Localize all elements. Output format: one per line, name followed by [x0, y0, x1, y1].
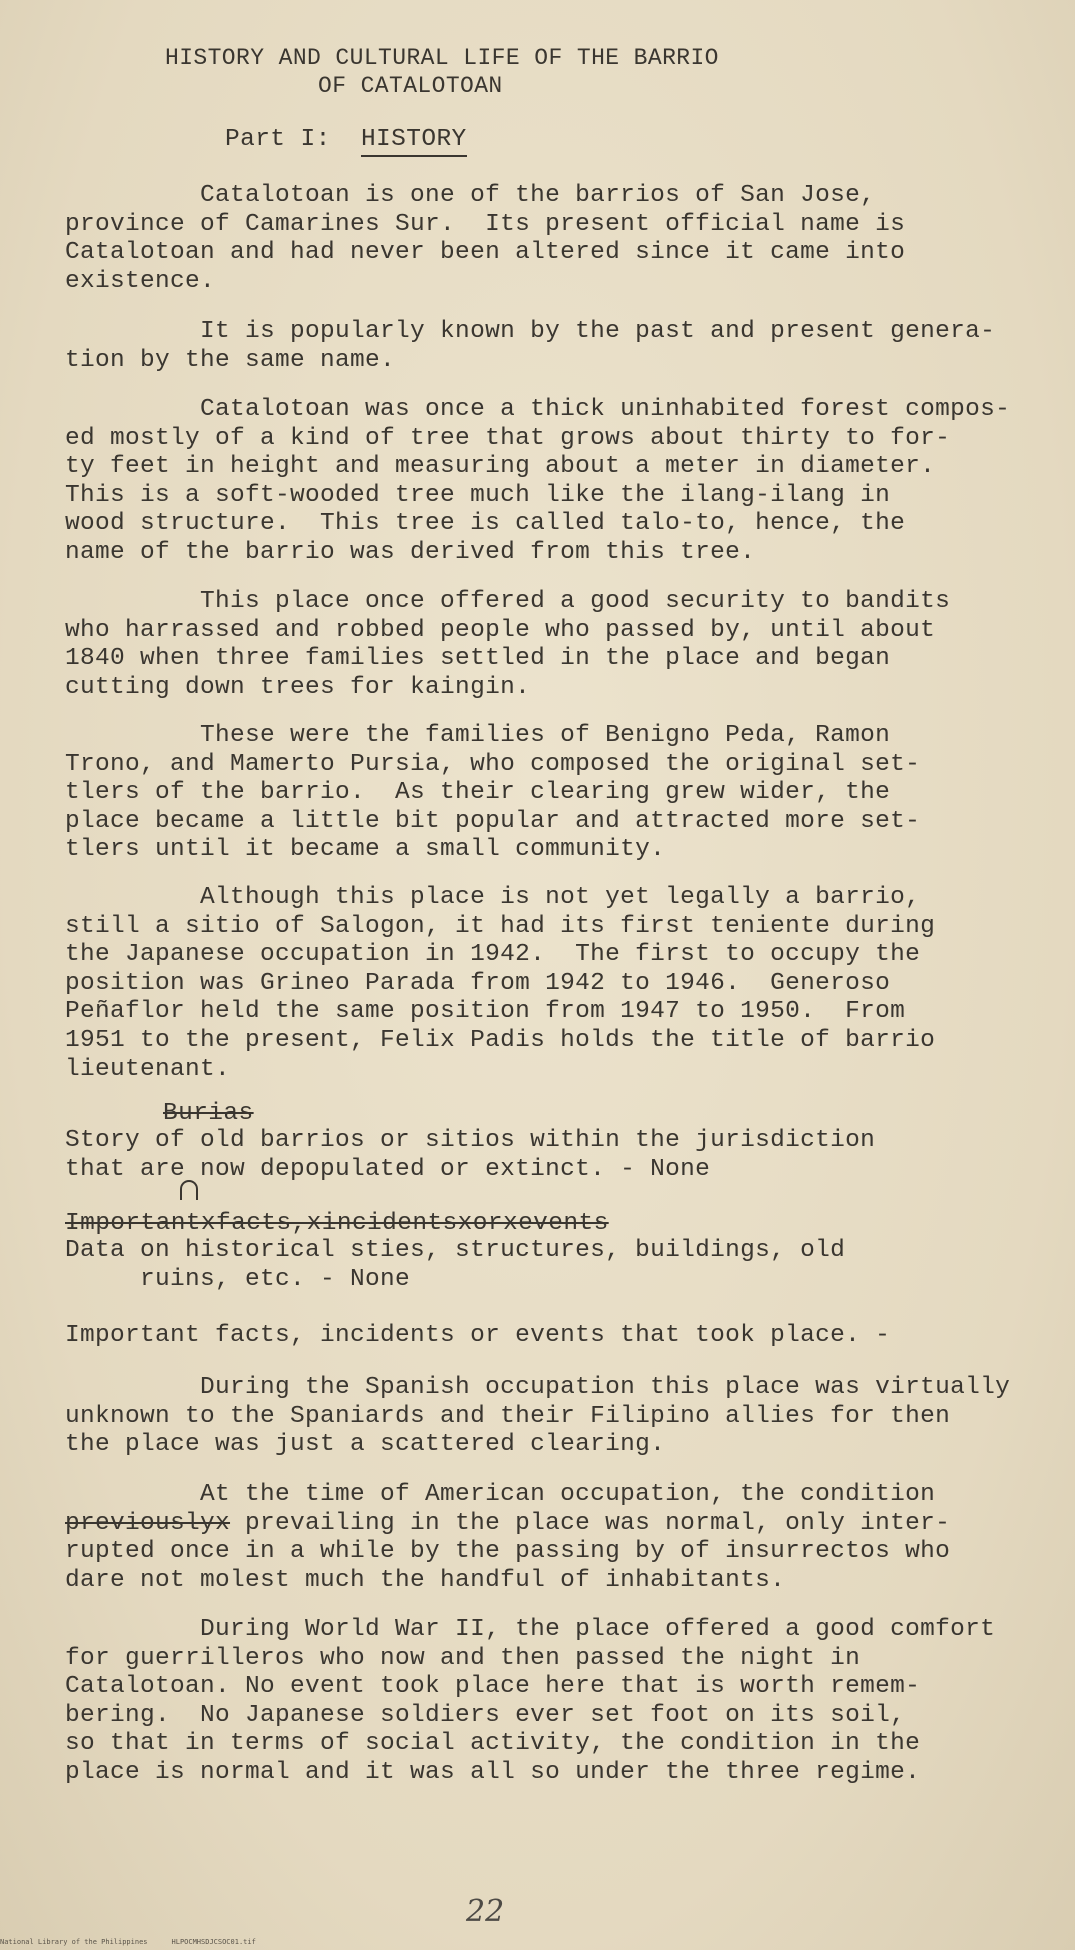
text-line: Catalotoan is one of the barrios of San Jose, [65, 182, 876, 209]
text-line: ed mostly of a kind of tree that grows about thirty to for- [65, 424, 951, 452]
insertion-caret-mark [180, 1180, 198, 1200]
part-heading [225, 126, 467, 154]
text-line: that are now depopulated or extinct. - None [65, 1155, 711, 1183]
text-line: Peñaflor held the same position from 1947 to 1950. From [65, 998, 906, 1026]
text-line: Story of old barrios or sitios within the jurisdiction [65, 1127, 876, 1154]
text-line: ruins, etc. - None [65, 1265, 411, 1293]
struck-heading-burias: Burias [163, 1100, 254, 1127]
paragraph-american [65, 1481, 1045, 1595]
text-line: for guerrilleros who now and then passed the night in [65, 1644, 861, 1672]
text-line: the place was just a scattered clearing. [65, 1431, 666, 1459]
text-line: Catalotoan. No event took place here that is worth remem- [65, 1673, 921, 1701]
text-line [65, 1510, 1045, 1539]
text-line: place is normal and it was all so under the three regime. [65, 1758, 921, 1786]
paragraph-6 [65, 884, 1045, 1084]
text-line: existence. [65, 267, 216, 295]
text-line: Important facts, incidents or events that took place. - [65, 1322, 891, 1349]
text-line: unknown to the Spaniards and their Filipino allies for then [65, 1402, 951, 1430]
text-line: name of the barrio was derived from this tree. [65, 538, 756, 566]
text-line: dare not molest much the handful of inhabitants. [65, 1566, 786, 1594]
part-prefix: Part I: [225, 126, 331, 153]
text-line: During the Spanish occupation this place was virtually [65, 1374, 1011, 1401]
struck-heading-important-facts: Importantxfacts,xincidentsxorxevents [65, 1210, 609, 1237]
important-facts-heading [65, 1322, 1045, 1351]
text-line: Catalotoan and had never been altered since it came into [65, 239, 906, 267]
paragraph-3 [65, 396, 1045, 568]
text-line: tlers of the barrio. As their clearing grew wider, the [65, 779, 891, 807]
text-line: still a sitio of Salogon, it had its first teniente during [65, 912, 936, 940]
struck-word: previouslyx [65, 1509, 231, 1537]
text-line: These were the families of Benigno Peda, Ramon [65, 722, 891, 749]
text-line: who harrassed and robbed people who passed by, until about [65, 616, 936, 644]
text-line: Although this place is not yet legally a barrio, [65, 884, 921, 911]
text-line: rupted once in a while by the passing by of insurrectos who [65, 1538, 951, 1566]
handwritten-page-number: 22 [466, 1894, 505, 1929]
text-line: Data on historical sties, structures, buildings, old [65, 1237, 846, 1264]
line-rest: prevailing in the place was normal, only inter- [230, 1509, 951, 1537]
part-name: HISTORY [361, 126, 467, 157]
text-line: Trono, and Mamerto Pursia, who composed the original set- [65, 750, 921, 778]
story-section [65, 1127, 1045, 1184]
text-line: the Japanese occupation in 1942. The first to occupy the [65, 941, 921, 969]
paragraph-spanish [65, 1374, 1045, 1460]
text-line: tion by the same name. [65, 346, 396, 374]
text-line: cutting down trees for kaingin. [65, 673, 531, 701]
text-line: place became a little bit popular and attracted more set- [65, 807, 921, 835]
text-line: tlers until it became a small community. [65, 836, 666, 864]
paragraph-4 [65, 588, 1045, 702]
text-line: At the time of American occupation, the condition [65, 1481, 936, 1508]
text-line: lieutenant. [65, 1055, 231, 1083]
paragraph-2 [65, 318, 1045, 375]
title-line-2: OF CATALOTOAN [318, 73, 503, 99]
text-line: This place once offered a good security to bandits [65, 588, 951, 615]
text-line: ty feet in height and measuring about a meter in diameter. [65, 453, 936, 481]
text-line: province of Camarines Sur. Its present official name is [65, 210, 906, 238]
data-section [65, 1237, 1045, 1294]
paragraph-5 [65, 722, 1045, 865]
paragraph-1 [65, 182, 1045, 296]
scan-footer [0, 1938, 280, 1946]
text-line: bering. No Japanese soldiers ever set foot on its soil, [65, 1701, 906, 1729]
footer-filename: HLPOCMHSDJCSOC01.tif [171, 1938, 256, 1946]
footer-library: National Library of the Philippines [0, 1938, 148, 1946]
text-line: 1951 to the present, Felix Padis holds the title of barrio [65, 1026, 936, 1054]
text-line: It is popularly known by the past and present genera- [65, 318, 996, 345]
text-line: Catalotoan was once a thick uninhabited forest compos- [65, 396, 1011, 423]
paragraph-ww2 [65, 1616, 1045, 1788]
text-line: so that in terms of social activity, the condition in the [65, 1730, 921, 1758]
text-line: position was Grineo Parada from 1942 to 1946. Generoso [65, 969, 891, 997]
text-line: During World War II, the place offered a good comfort [65, 1616, 996, 1643]
text-line: This is a soft-wooded tree much like the ilang-ilang in [65, 481, 891, 509]
title-line-1: HISTORY AND CULTURAL LIFE OF THE BARRIO [165, 45, 719, 71]
text-line: 1840 when three families settled in the place and began [65, 645, 891, 673]
text-line: wood structure. This tree is called talo-to, hence, the [65, 510, 906, 538]
